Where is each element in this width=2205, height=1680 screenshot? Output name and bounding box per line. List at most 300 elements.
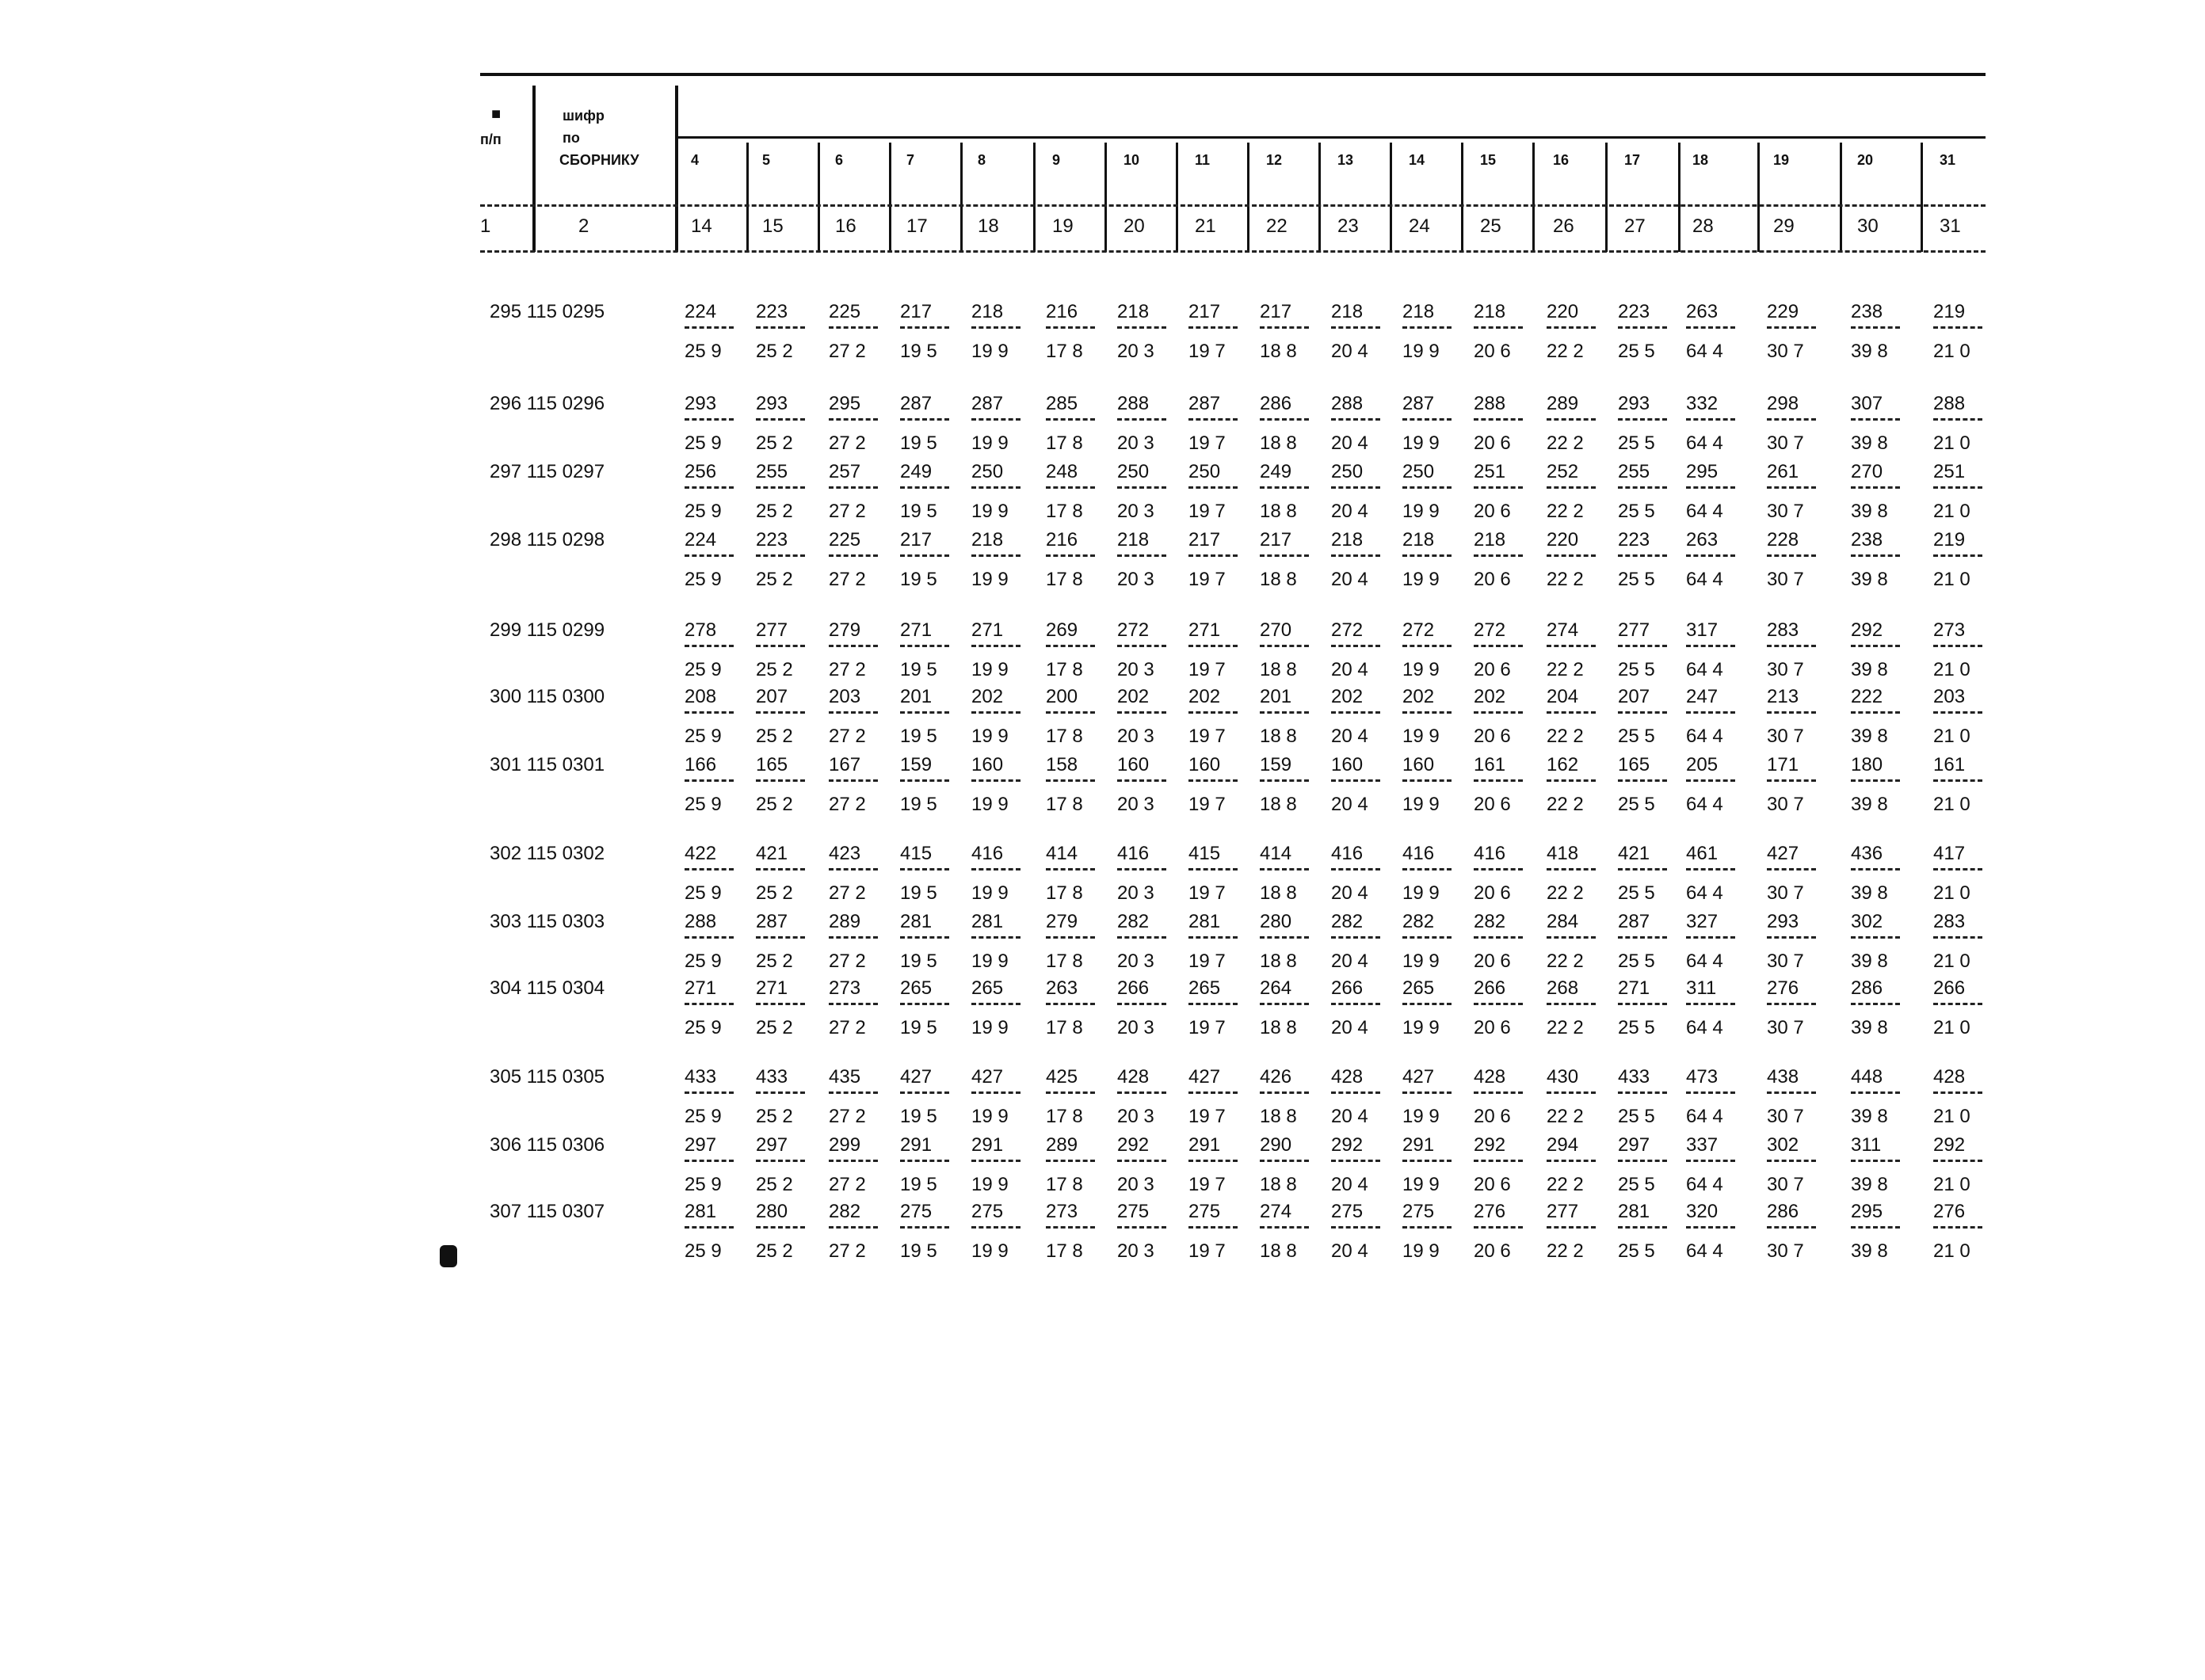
header-column-divider [1033, 143, 1036, 252]
table-cell [1117, 1201, 1176, 1264]
fraction-bar [900, 326, 949, 329]
table-cell [1046, 911, 1104, 974]
cell-divisor: 19 5 [900, 950, 937, 972]
cell-divisor: 64 4 [1686, 1106, 1723, 1127]
fraction-bar [1547, 1091, 1596, 1094]
fraction-bar [900, 1226, 949, 1229]
table-cell [1402, 911, 1461, 974]
table-cell [829, 686, 887, 749]
table-cell [1474, 393, 1532, 456]
table-cell [1117, 977, 1176, 1041]
table-cell [829, 977, 887, 1041]
cell-value: 250 [1117, 461, 1150, 482]
cell-divisor: 64 4 [1686, 501, 1723, 522]
table-cell [1851, 301, 1909, 364]
table-cell [829, 843, 887, 906]
column-number: 17 [906, 215, 928, 237]
cell-divisor: 25 5 [1618, 726, 1655, 747]
fraction-bar [1618, 326, 1667, 329]
table-cell [1686, 529, 1745, 592]
row-code: 115 0297 [526, 461, 605, 482]
cell-divisor: 19 9 [1402, 659, 1440, 680]
table-cell [1331, 686, 1390, 749]
fraction-bar [1046, 1160, 1095, 1162]
table-cell [1402, 754, 1461, 817]
cell-divisor: 19 7 [1188, 1240, 1226, 1262]
row-code: 115 0296 [526, 393, 605, 414]
fraction-bar [1686, 868, 1735, 870]
fraction-bar [1046, 1003, 1095, 1005]
fraction-bar [1188, 1091, 1238, 1094]
column-code: 31 [1940, 152, 1956, 168]
table-cell [1686, 843, 1745, 906]
table-cell [900, 911, 959, 974]
cell-value: 202 [1331, 686, 1364, 707]
table-cell [1851, 461, 1909, 524]
cell-value: 223 [756, 529, 788, 550]
fraction-bar [900, 418, 949, 421]
fraction-bar [1933, 711, 1982, 714]
cell-value: 203 [829, 686, 861, 707]
header-column-divider [1176, 143, 1178, 252]
table-cell [1767, 301, 1825, 364]
cell-divisor: 22 2 [1547, 341, 1584, 362]
cell-divisor: 20 4 [1331, 569, 1368, 590]
fraction-bar [1331, 1160, 1380, 1162]
cell-divisor: 25 2 [756, 432, 793, 454]
cell-value: 202 [1117, 686, 1150, 707]
table-cell [756, 301, 814, 364]
cell-value: 159 [900, 754, 933, 775]
cell-divisor: 19 9 [1402, 341, 1440, 362]
cell-divisor: 19 5 [900, 432, 937, 454]
cell-divisor: 39 8 [1851, 794, 1888, 815]
table-cell [1188, 686, 1247, 749]
cell-value: 288 [1933, 393, 1966, 414]
cell-value: 218 [1117, 529, 1150, 550]
cell-divisor: 20 6 [1474, 1106, 1511, 1127]
cell-value: 281 [900, 911, 933, 932]
table-cell [1260, 977, 1318, 1041]
fraction-bar [1686, 486, 1735, 489]
fraction-bar [1933, 1160, 1982, 1162]
cell-divisor: 19 5 [900, 1174, 937, 1195]
table-cell [1767, 529, 1825, 592]
cell-value: 223 [756, 301, 788, 322]
fraction-bar [1686, 1091, 1735, 1094]
cell-value: 264 [1260, 977, 1292, 999]
fraction-bar [1547, 554, 1596, 557]
cell-value: 295 [1686, 461, 1719, 482]
cell-divisor: 25 9 [685, 950, 722, 972]
cell-divisor: 18 8 [1260, 432, 1297, 454]
fraction-bar [971, 1160, 1020, 1162]
cell-value: 427 [1767, 843, 1799, 864]
fraction-bar [1117, 1003, 1166, 1005]
cell-value: 218 [1331, 301, 1364, 322]
fraction-bar [1851, 554, 1900, 557]
fraction-bar [756, 779, 805, 782]
table-cell [685, 529, 743, 592]
cell-divisor: 64 4 [1686, 1017, 1723, 1038]
cell-value: 282 [1331, 911, 1364, 932]
table-cell [1331, 1134, 1390, 1198]
cell-divisor: 17 8 [1046, 1174, 1083, 1195]
header-column-divider [1605, 143, 1608, 252]
column-code: 7 [906, 152, 915, 168]
column-code: 14 [1409, 152, 1425, 168]
fraction-bar [756, 711, 805, 714]
table-cell [1767, 393, 1825, 456]
fraction-bar [1767, 645, 1816, 647]
table-cell [900, 1066, 959, 1130]
fraction-bar [1933, 868, 1982, 870]
table-cell [1260, 843, 1318, 906]
cell-value: 275 [1188, 1201, 1221, 1222]
fraction-bar [1188, 868, 1238, 870]
row-label [490, 843, 605, 865]
cell-divisor: 39 8 [1851, 1017, 1888, 1038]
table-cell [829, 1134, 887, 1198]
table-cell [1474, 461, 1532, 524]
cell-divisor: 17 8 [1046, 501, 1083, 522]
table-cell [900, 843, 959, 906]
cell-divisor: 39 8 [1851, 432, 1888, 454]
header-column-divider [1678, 143, 1680, 252]
table-cell [1474, 843, 1532, 906]
fraction-bar [1933, 554, 1982, 557]
cell-value: 297 [685, 1134, 717, 1156]
table-cell [1933, 1134, 1992, 1198]
row-label [490, 529, 605, 551]
cell-divisor: 20 4 [1331, 1017, 1368, 1038]
cell-value: 289 [1547, 393, 1579, 414]
cell-value: 287 [756, 911, 788, 932]
cell-value: 293 [1618, 393, 1650, 414]
cell-divisor: 64 4 [1686, 950, 1723, 972]
table-cell [1260, 754, 1318, 817]
column-number: 23 [1337, 215, 1359, 237]
fraction-bar [1767, 1003, 1816, 1005]
cell-value: 219 [1933, 529, 1966, 550]
cell-value: 269 [1046, 619, 1078, 641]
fraction-bar [1260, 554, 1309, 557]
row-code: 115 0306 [526, 1134, 605, 1156]
fraction-bar [1117, 711, 1166, 714]
table-cell [829, 461, 887, 524]
row-code: 115 0303 [526, 911, 605, 932]
cell-value: 222 [1851, 686, 1883, 707]
table-cell [1767, 1134, 1825, 1198]
table-cell [1046, 1066, 1104, 1130]
cell-value: 202 [1188, 686, 1221, 707]
row-code: 115 0299 [526, 619, 605, 641]
fraction-bar [1402, 936, 1452, 939]
cell-value: 287 [971, 393, 1004, 414]
cell-divisor: 20 6 [1474, 726, 1511, 747]
column-number: 24 [1409, 215, 1430, 237]
fraction-bar [1618, 1160, 1667, 1162]
cell-divisor: 18 8 [1260, 726, 1297, 747]
table-cell [1402, 393, 1461, 456]
cell-divisor: 64 4 [1686, 1240, 1723, 1262]
fraction-bar [1331, 645, 1380, 647]
fraction-bar [1686, 554, 1735, 557]
row-number: 300 [490, 686, 522, 707]
cell-value: 250 [1402, 461, 1435, 482]
fraction-bar [756, 418, 805, 421]
cell-divisor: 22 2 [1547, 1106, 1584, 1127]
fraction-bar [685, 936, 734, 939]
row-number: 301 [490, 754, 522, 775]
row-number: 305 [490, 1066, 522, 1088]
column-number: 31 [1940, 215, 1961, 237]
cell-value: 216 [1046, 529, 1078, 550]
cell-value: 217 [900, 529, 933, 550]
cell-value: 292 [1933, 1134, 1966, 1156]
fraction-bar [685, 486, 734, 489]
cell-divisor: 20 4 [1331, 501, 1368, 522]
table-cell [1260, 461, 1318, 524]
cell-value: 217 [1188, 529, 1221, 550]
cell-value: 293 [756, 393, 788, 414]
cell-value: 416 [971, 843, 1004, 864]
table-cell [1547, 754, 1605, 817]
table-cell [1851, 1066, 1909, 1130]
cell-value: 311 [1686, 977, 1717, 999]
row-number: 298 [490, 529, 522, 550]
table-cell [1851, 529, 1909, 592]
cell-value: 257 [829, 461, 861, 482]
column-number: 29 [1773, 215, 1795, 237]
cell-value: 311 [1851, 1134, 1882, 1156]
row-number: 299 [490, 619, 522, 641]
fraction-bar [685, 418, 734, 421]
cell-divisor: 27 2 [829, 950, 866, 972]
cell-divisor: 30 7 [1767, 1106, 1804, 1127]
cell-divisor: 19 5 [900, 569, 937, 590]
table-cell [1188, 529, 1247, 592]
table-cell [829, 911, 887, 974]
col-b-header-line2: по [563, 130, 580, 146]
table-cell [1046, 1201, 1104, 1264]
cell-divisor: 39 8 [1851, 882, 1888, 904]
table-cell [1686, 977, 1745, 1041]
header-column-divider [746, 143, 749, 252]
cell-divisor: 20 3 [1117, 1106, 1154, 1127]
column-code: 16 [1553, 152, 1570, 168]
cell-value: 266 [1117, 977, 1150, 999]
cell-divisor: 20 6 [1474, 341, 1511, 362]
cell-value: 263 [1046, 977, 1078, 999]
cell-value: 224 [685, 301, 717, 322]
table-cell [1686, 1201, 1745, 1264]
fraction-bar [1331, 1226, 1380, 1229]
fraction-bar [1117, 554, 1166, 557]
fraction-bar [756, 554, 805, 557]
fraction-bar [1686, 711, 1735, 714]
cell-value: 278 [685, 619, 717, 641]
cell-divisor: 25 9 [685, 501, 722, 522]
cell-value: 249 [1260, 461, 1292, 482]
cell-value: 279 [829, 619, 861, 641]
cell-divisor: 30 7 [1767, 659, 1804, 680]
cell-value: 271 [756, 977, 788, 999]
cell-value: 423 [829, 843, 861, 864]
cell-divisor: 21 0 [1933, 794, 1970, 815]
table-cell [1618, 529, 1677, 592]
fraction-bar [1188, 779, 1238, 782]
fraction-bar [1767, 779, 1816, 782]
fraction-bar [1117, 326, 1166, 329]
table-cell [1851, 619, 1909, 683]
cell-value: 272 [1402, 619, 1435, 641]
fraction-bar [1046, 868, 1095, 870]
fraction-bar [900, 1160, 949, 1162]
cell-value: 428 [1117, 1066, 1150, 1088]
table-cell [1547, 393, 1605, 456]
header-rule [675, 136, 1986, 139]
cell-divisor: 21 0 [1933, 1240, 1970, 1262]
cell-value: 208 [685, 686, 717, 707]
cell-divisor: 27 2 [829, 1017, 866, 1038]
cell-divisor: 30 7 [1767, 1017, 1804, 1038]
fraction-bar [756, 936, 805, 939]
table-cell [1767, 461, 1825, 524]
table-cell [1851, 1201, 1909, 1264]
table-cell [1402, 686, 1461, 749]
fraction-bar [1260, 779, 1309, 782]
table-cell [1188, 1066, 1247, 1130]
table-cell [1686, 1134, 1745, 1198]
table-cell [900, 393, 959, 456]
cell-divisor: 18 8 [1260, 1174, 1297, 1195]
table-cell [1933, 754, 1992, 817]
cell-value: 160 [1331, 754, 1364, 775]
column-code: 12 [1266, 152, 1283, 168]
row-label [490, 977, 605, 1000]
cell-value: 282 [1474, 911, 1506, 932]
cell-value: 320 [1686, 1201, 1719, 1222]
table-cell [1686, 461, 1745, 524]
table-cell [1331, 1201, 1390, 1264]
table-cell [1046, 754, 1104, 817]
fraction-bar [1686, 1226, 1735, 1229]
cell-divisor: 30 7 [1767, 341, 1804, 362]
cell-divisor: 19 7 [1188, 432, 1226, 454]
fraction-bar [1474, 326, 1523, 329]
fraction-bar [1547, 486, 1596, 489]
fraction-bar [1686, 936, 1735, 939]
row-label [490, 393, 605, 415]
table-cell [1851, 911, 1909, 974]
cell-divisor: 19 9 [1402, 1240, 1440, 1262]
table-cell [1547, 301, 1605, 364]
cell-divisor: 30 7 [1767, 501, 1804, 522]
header-column-divider [1247, 143, 1249, 252]
cell-value: 433 [685, 1066, 717, 1088]
table-cell [900, 754, 959, 817]
table-cell [1686, 301, 1745, 364]
cell-divisor: 18 8 [1260, 1240, 1297, 1262]
cell-divisor: 25 5 [1618, 882, 1655, 904]
cell-divisor: 20 6 [1474, 882, 1511, 904]
fraction-bar [1260, 486, 1309, 489]
cell-value: 218 [1402, 529, 1435, 550]
fraction-bar [971, 779, 1020, 782]
cell-divisor: 64 4 [1686, 569, 1723, 590]
cell-value: 286 [1767, 1201, 1799, 1222]
cell-divisor: 39 8 [1851, 726, 1888, 747]
cell-divisor: 39 8 [1851, 1240, 1888, 1262]
cell-value: 302 [1767, 1134, 1799, 1156]
table-cell [1260, 393, 1318, 456]
fraction-bar [900, 554, 949, 557]
cell-divisor: 17 8 [1046, 950, 1083, 972]
cell-divisor: 20 6 [1474, 1240, 1511, 1262]
cell-value: 414 [1260, 843, 1292, 864]
cell-divisor: 25 9 [685, 341, 722, 362]
fraction-bar [1547, 1003, 1596, 1005]
cell-divisor: 22 2 [1547, 1017, 1584, 1038]
cell-divisor: 64 4 [1686, 882, 1723, 904]
cell-value: 158 [1046, 754, 1078, 775]
fraction-bar [1686, 1003, 1735, 1005]
fraction-bar [1474, 645, 1523, 647]
fraction-bar [829, 1160, 878, 1162]
cell-value: 180 [1851, 754, 1883, 775]
table-cell [971, 911, 1030, 974]
fraction-bar [685, 645, 734, 647]
cell-value: 284 [1547, 911, 1579, 932]
fraction-bar [1547, 936, 1596, 939]
cell-value: 421 [1618, 843, 1650, 864]
fraction-bar [1260, 418, 1309, 421]
cell-value: 200 [1046, 686, 1078, 707]
cell-value: 288 [1117, 393, 1150, 414]
table-cell [1331, 1066, 1390, 1130]
row-label [490, 911, 605, 933]
cell-value: 238 [1851, 529, 1883, 550]
table-cell [1933, 393, 1992, 456]
fraction-bar [756, 868, 805, 870]
table-cell [1331, 461, 1390, 524]
fraction-bar [900, 1091, 949, 1094]
cell-divisor: 25 5 [1618, 1017, 1655, 1038]
cell-divisor: 25 9 [685, 1174, 722, 1195]
fraction-bar [1402, 645, 1452, 647]
fraction-bar [685, 779, 734, 782]
cell-value: 272 [1331, 619, 1364, 641]
cell-divisor: 22 2 [1547, 950, 1584, 972]
header-divider [532, 86, 536, 252]
table-cell [756, 1201, 814, 1264]
cell-value: 218 [1331, 529, 1364, 550]
table-cell [900, 461, 959, 524]
table-cell [1851, 754, 1909, 817]
table-cell [1117, 619, 1176, 683]
cell-divisor: 20 4 [1331, 726, 1368, 747]
cell-value: 218 [971, 529, 1004, 550]
fraction-bar [1260, 1160, 1309, 1162]
cell-divisor: 19 9 [1402, 726, 1440, 747]
cell-divisor: 19 7 [1188, 882, 1226, 904]
cell-value: 273 [1046, 1201, 1078, 1222]
fraction-bar [1260, 1226, 1309, 1229]
cell-divisor: 19 5 [900, 882, 937, 904]
cell-value: 250 [1188, 461, 1221, 482]
cell-value: 302 [1851, 911, 1883, 932]
